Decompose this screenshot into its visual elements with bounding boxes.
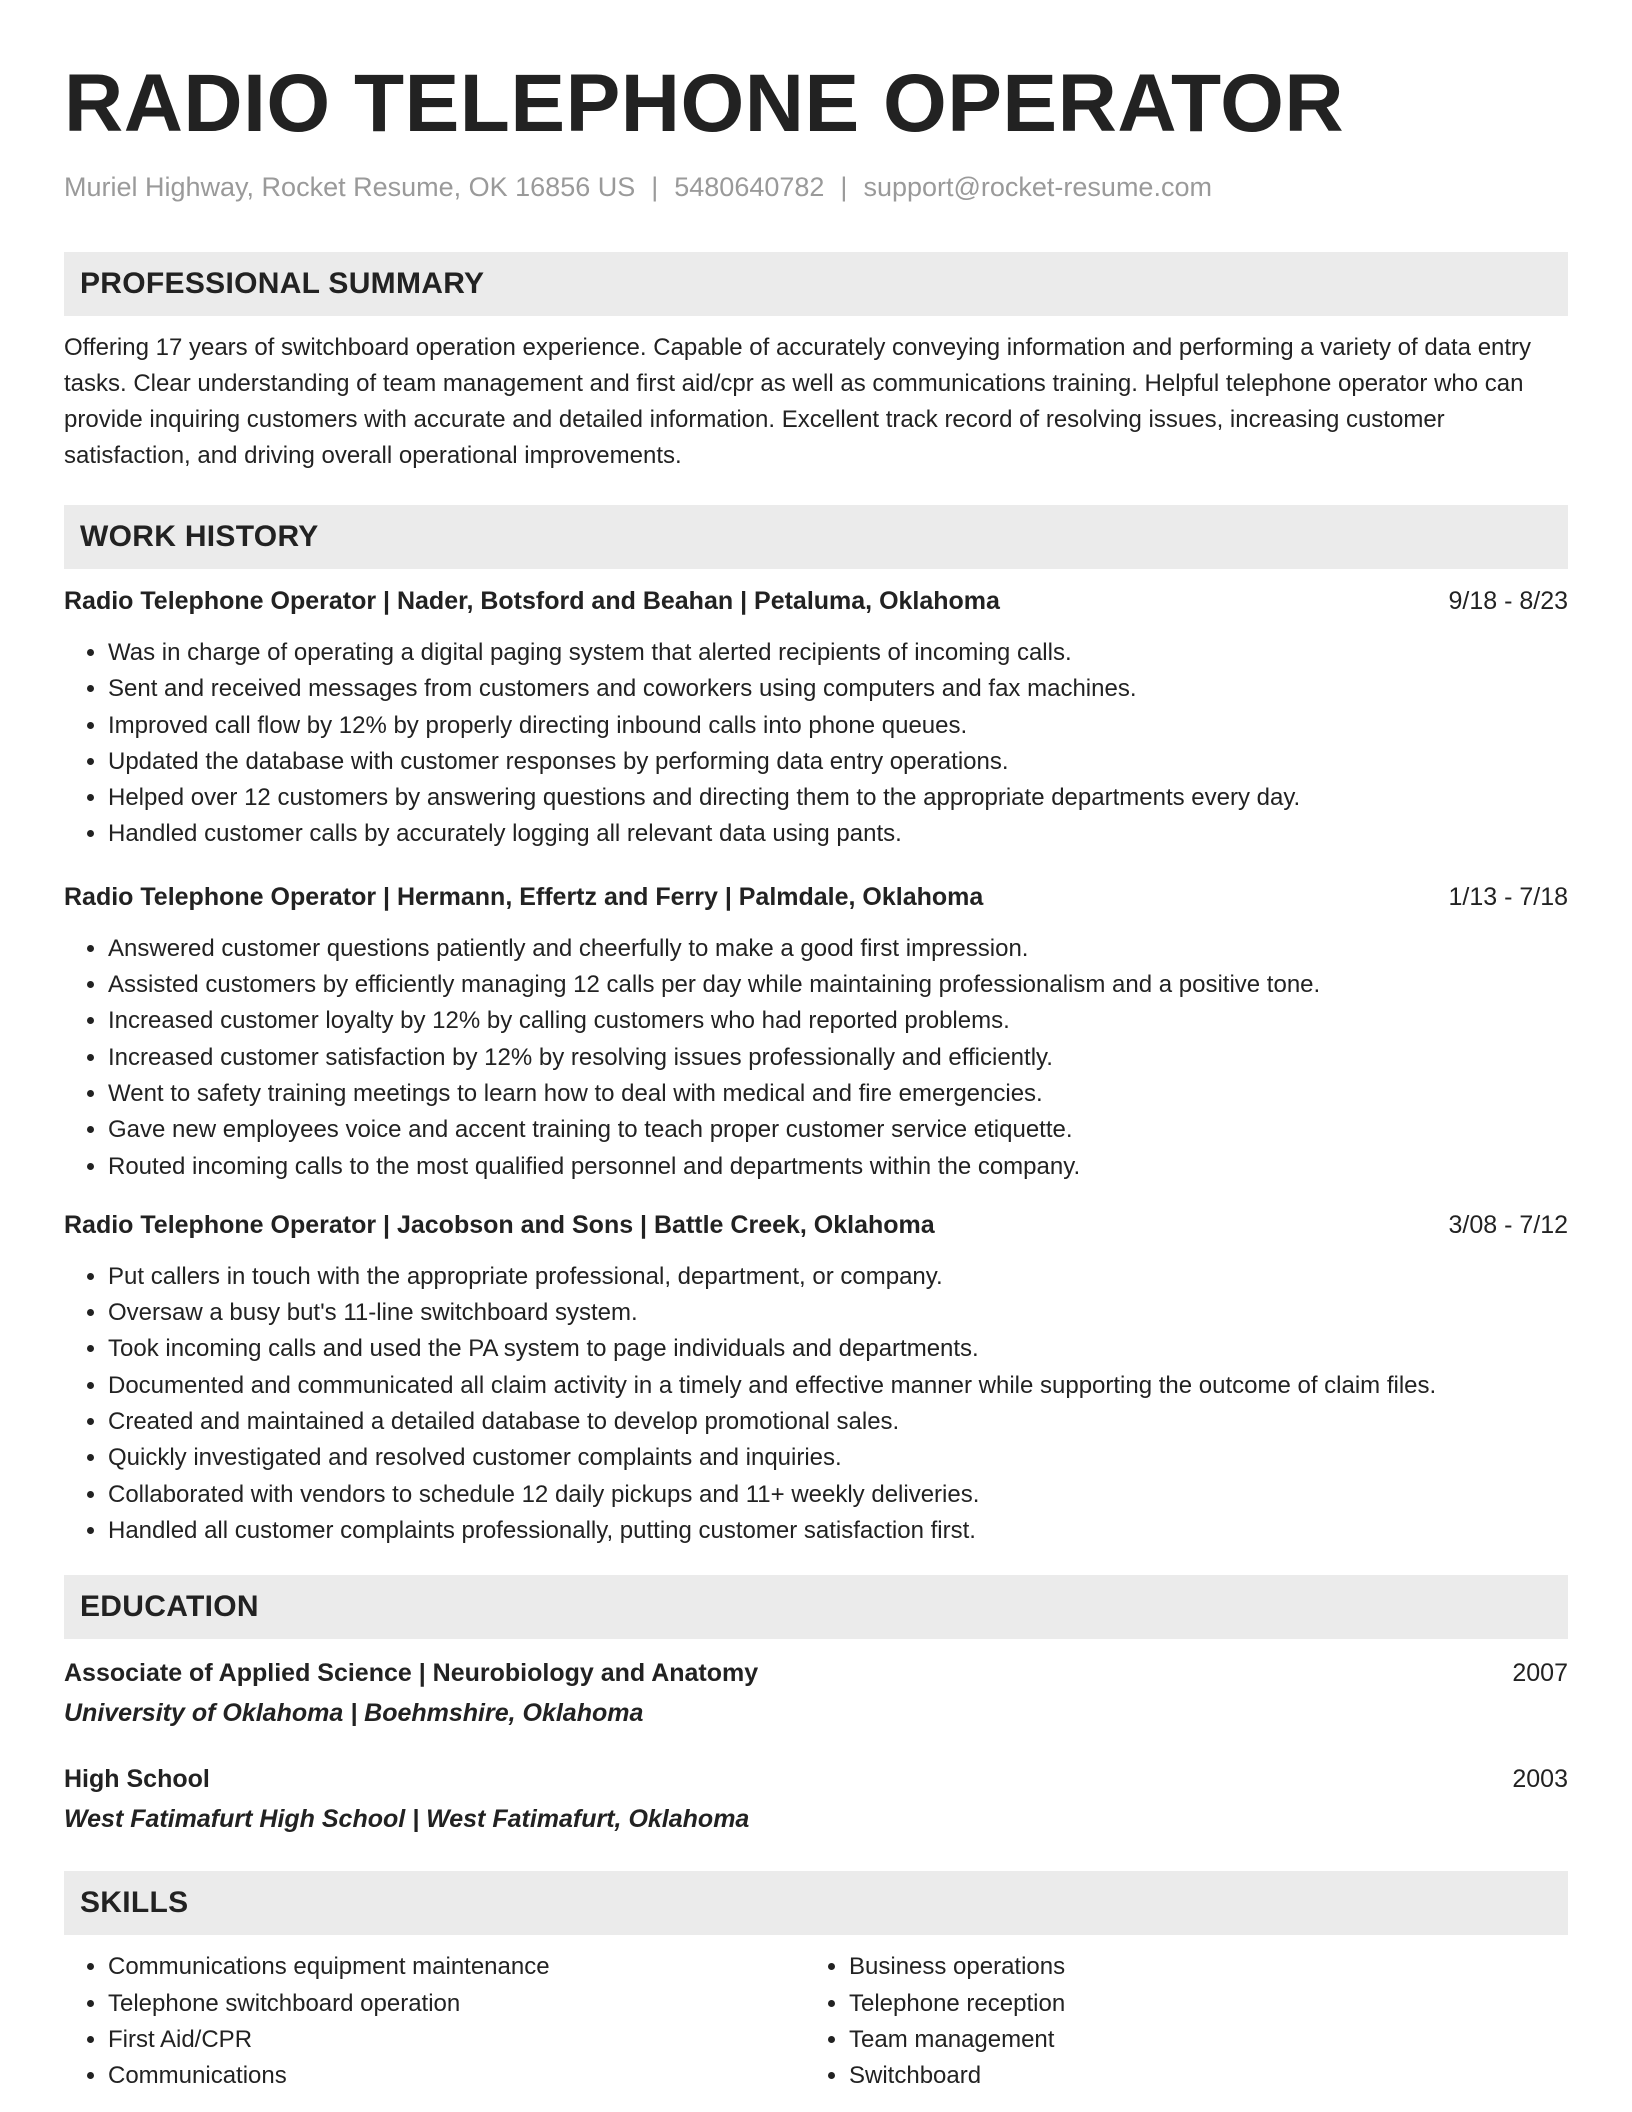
job-bullet: • Handled customer calls by accurately logging all relevant data using pants.	[108, 816, 1568, 852]
job-bullet: • Routed incoming calls to the most qualified personnel and departments within the company.	[108, 1149, 1568, 1185]
job-bullet: • Documented and communicated all claim activity in a timely and effective manner while supporting the outcome of claim files.	[108, 1368, 1568, 1404]
resume-title: RADIO TELEPHONE OPERATOR	[64, 58, 1345, 149]
job-bullet: • Took incoming calls and used the PA system to page individuals and departments.	[108, 1331, 1568, 1367]
section-header-summary	[64, 252, 1568, 316]
section-title: WORK HISTORY	[80, 520, 319, 553]
skill-item: • Telephone switchboard operation	[108, 1986, 805, 2022]
job-dates: 9/18 - 8/23	[1448, 587, 1568, 615]
section-title: EDUCATION	[80, 1590, 259, 1624]
skill-item: • First Aid/CPR	[108, 2022, 805, 2058]
job-header	[64, 879, 1568, 915]
section-header-education	[64, 1575, 1568, 1639]
job-bullet: • Answered customer questions patiently and cheerfully to make a good first impression.	[108, 931, 1568, 967]
job-bullet: • Created and maintained a detailed database to develop promotional sales.	[108, 1404, 1568, 1440]
skill-item: • Business operations	[849, 1949, 1546, 1985]
job-title: Radio Telephone Operator | Hermann, Effertz and Ferry | Palmdale, Oklahoma	[64, 882, 984, 911]
job-bullet: • Put callers in touch with the appropriate professional, department, or company.	[108, 1259, 1568, 1295]
job-entry	[64, 583, 1568, 853]
job-bullet: • Handled all customer complaints professionally, putting customer satisfaction first.	[108, 1513, 1568, 1549]
job-bullet: • Updated the database with customer responses by performing data entry operations.	[108, 744, 1568, 780]
education-entry	[64, 1761, 1568, 1837]
skills-column-right	[805, 1949, 1546, 2094]
contact-separator: |	[840, 172, 848, 202]
job-bullets	[64, 635, 1568, 853]
contact-separator: |	[651, 172, 659, 202]
education-school: University of Oklahoma | Boehmshire, Oklahoma	[64, 1699, 644, 1728]
job-bullet: • Oversaw a busy but's 11-line switchboard system.	[108, 1295, 1568, 1331]
job-entry	[64, 1207, 1568, 1549]
education-header	[64, 1761, 1568, 1797]
education-year: 2003	[1512, 1765, 1568, 1794]
skill-item: • Telephone reception	[849, 1986, 1546, 2022]
section-title: PROFESSIONAL SUMMARY	[80, 267, 485, 300]
education-header	[64, 1655, 1568, 1691]
section-header-work-history	[64, 505, 1568, 569]
contact-email: support@rocket-resume.com	[863, 172, 1212, 202]
job-entry	[64, 879, 1568, 1185]
skill-item: • Switchboard	[849, 2058, 1546, 2094]
job-bullet: • Quickly investigated and resolved customer complaints and inquiries.	[108, 1440, 1568, 1476]
skill-item: • Communications equipment maintenance	[108, 1949, 805, 1985]
job-bullet: • Sent and received messages from customers and coworkers using computers and fax machines.	[108, 671, 1568, 707]
education-year: 2007	[1512, 1659, 1568, 1688]
job-dates: 1/13 - 7/18	[1448, 882, 1568, 911]
job-bullets	[64, 931, 1568, 1185]
job-bullet: • Improved call flow by 12% by properly directing inbound calls into phone queues.	[108, 708, 1568, 744]
skills-list	[64, 1949, 805, 2094]
job-dates: 3/08 - 7/12	[1448, 1210, 1568, 1239]
education-school: West Fatimafurt High School | West Fatimafurt, Oklahoma	[64, 1805, 750, 1834]
section-header-skills	[64, 1871, 1568, 1935]
job-bullet: • Gave new employees voice and accent training to teach proper customer service etiquette.	[108, 1112, 1568, 1148]
contact-address: Muriel Highway, Rocket Resume, OK 16856 US	[64, 172, 636, 202]
skills-list	[805, 1949, 1546, 2094]
skills-grid	[64, 1949, 1568, 2094]
job-header	[64, 1207, 1568, 1243]
job-bullet: • Was in charge of operating a digital paging system that alerted recipients of incoming calls.	[108, 635, 1568, 671]
job-bullet: • Went to safety training meetings to learn how to deal with medical and fire emergencies.	[108, 1076, 1568, 1112]
skill-item: • Team management	[849, 2022, 1546, 2058]
contact-line	[64, 170, 1568, 204]
education-degree: High School	[64, 1765, 210, 1794]
job-bullet: • Assisted customers by efficiently managing 12 calls per day while maintaining professionalism and a positive tone.	[108, 967, 1568, 1003]
job-title: Radio Telephone Operator | Jacobson and Sons | Battle Creek, Oklahoma	[64, 1210, 935, 1239]
skills-column-left	[64, 1949, 805, 2094]
skill-item: • Communications	[108, 2058, 805, 2094]
job-header	[64, 583, 1568, 619]
job-bullets	[64, 1259, 1568, 1549]
job-bullet: • Increased customer satisfaction by 12% by resolving issues professionally and efficiently.	[108, 1040, 1568, 1076]
education-entry	[64, 1655, 1568, 1731]
section-title: SKILLS	[80, 1886, 189, 1920]
summary-text: Offering 17 years of switchboard operation experience. Capable of accurately conveying information and performing a variety of data entry tasks. Clear understanding of team management and first aid/cpr as well as communications training. Helpful telephone operator who can provide inquiring customers with accurate and detailed information. Excellent track record of resolving issues, increasing customer satisfaction, and driving overall operational improvements.	[64, 334, 1532, 469]
job-bullet: • Increased customer loyalty by 12% by calling customers who had reported problems.	[108, 1003, 1568, 1039]
job-bullet: • Collaborated with vendors to schedule 12 daily pickups and 11+ weekly deliveries.	[108, 1477, 1568, 1513]
job-bullet: • Helped over 12 customers by answering questions and directing them to the appropriate departments every day.	[108, 780, 1568, 816]
job-title: Radio Telephone Operator | Nader, Botsford and Beahan | Petaluma, Oklahoma	[64, 587, 1000, 615]
education-degree: Associate of Applied Science | Neurobiology and Anatomy	[64, 1659, 759, 1688]
contact-phone: 5480640782	[674, 172, 825, 202]
